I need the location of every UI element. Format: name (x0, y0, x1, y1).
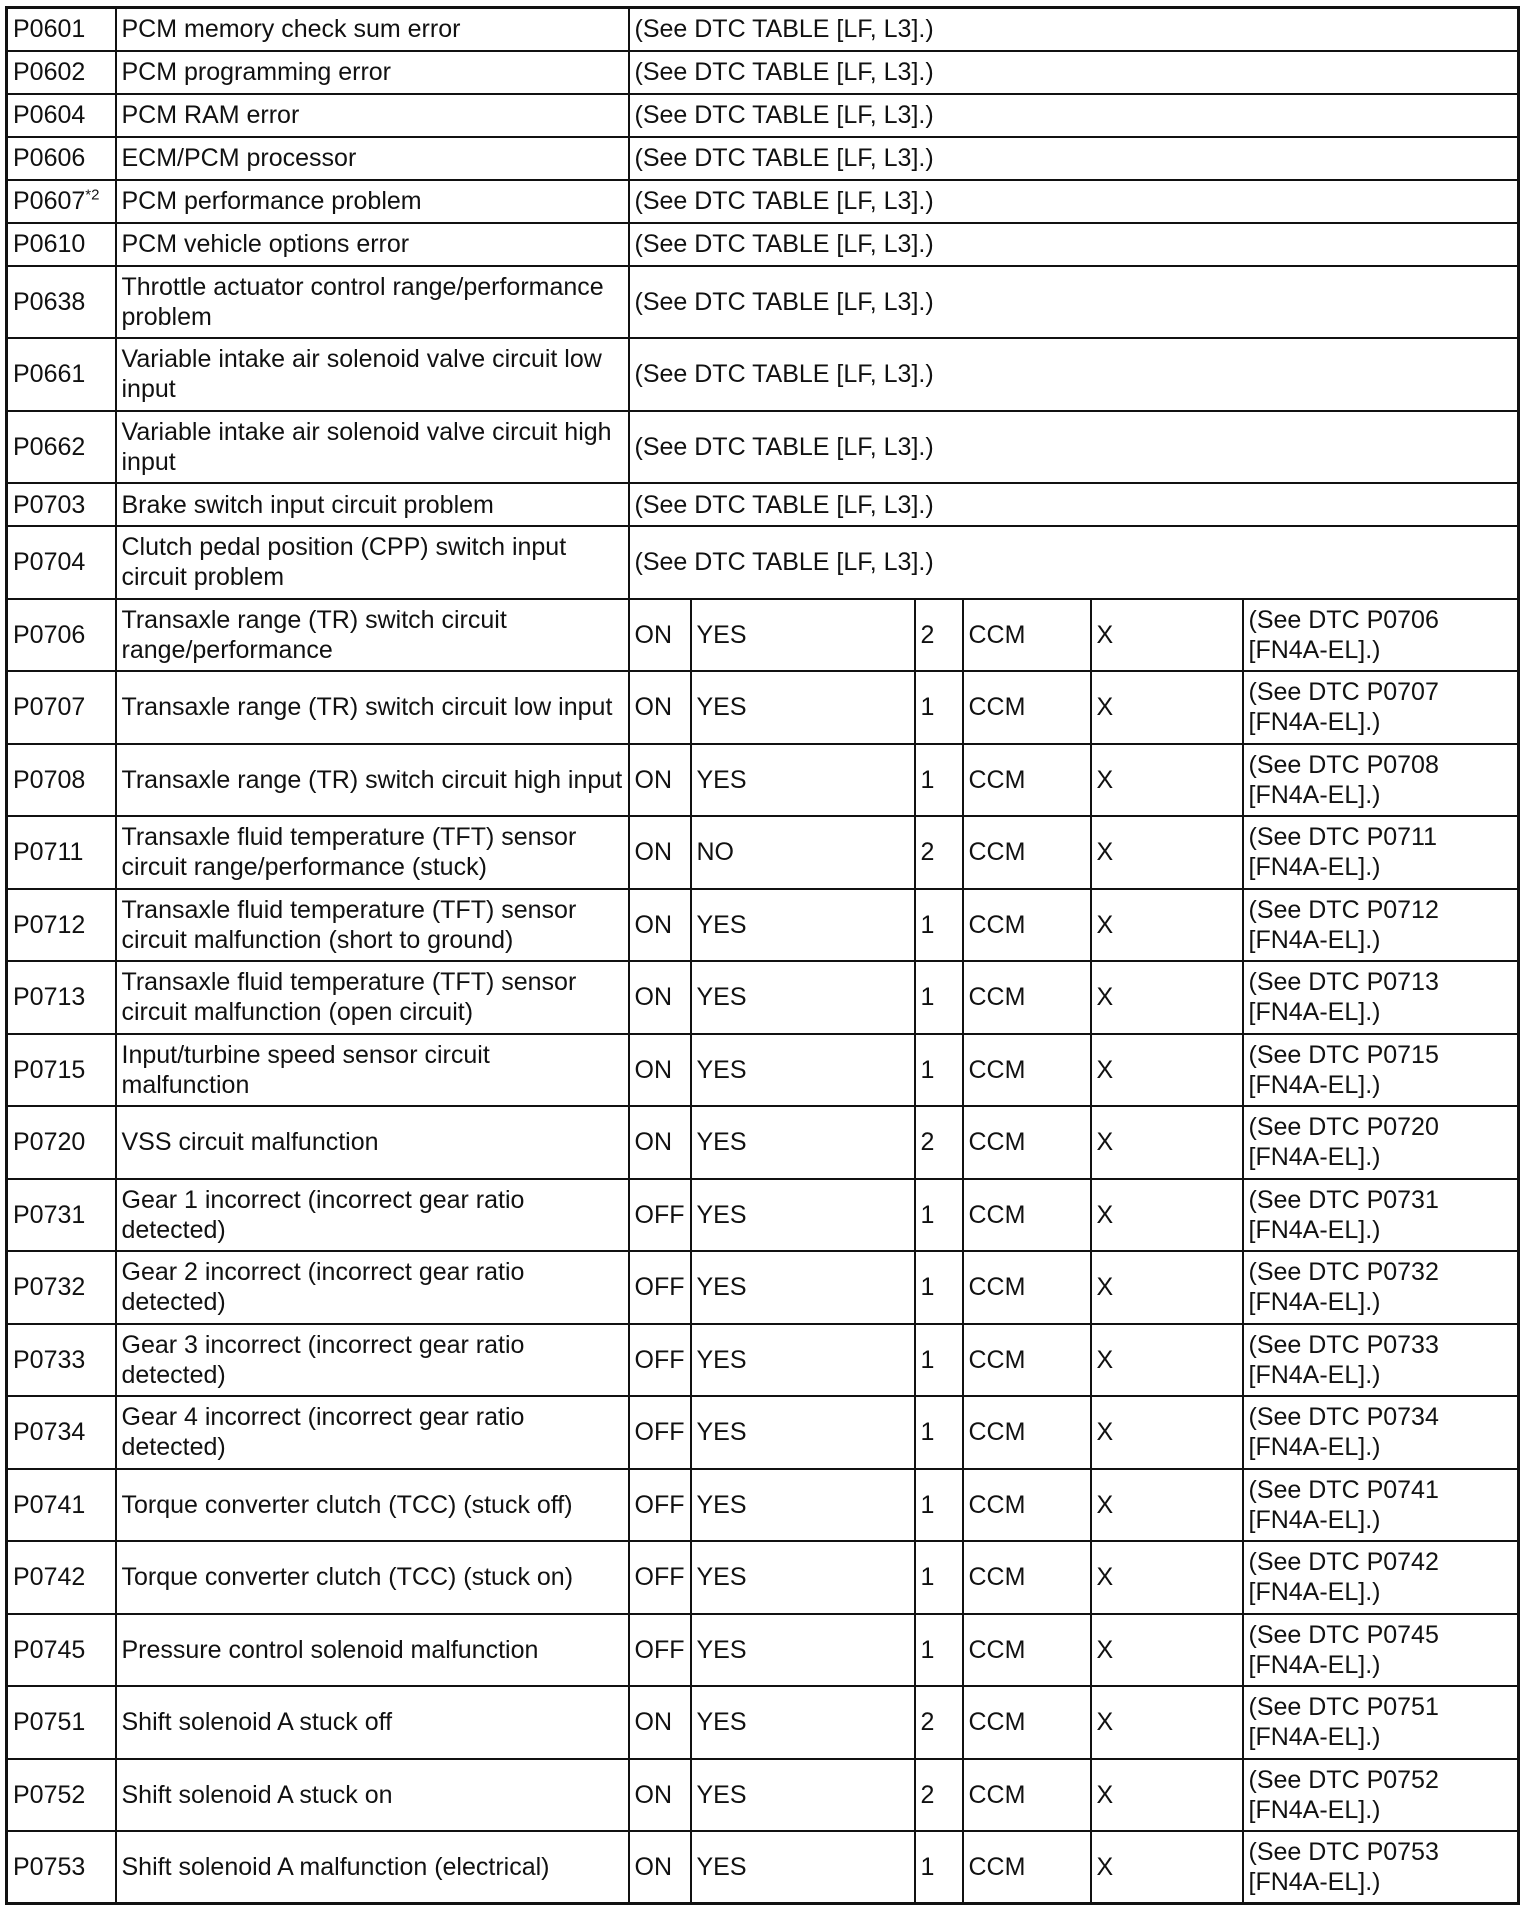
page-reference: (See DTC P0751 [FN4A-EL].) (1243, 1686, 1519, 1759)
dc-status: YES (691, 1541, 915, 1614)
dtc-description: Transaxle fluid temperature (TFT) sensor circuit malfunction (open circuit) (116, 961, 629, 1034)
dtc-description: Shift solenoid A malfunction (electrical) (116, 1831, 629, 1904)
dc-status: YES (691, 1251, 915, 1324)
dtc-description: Transaxle range (TR) switch circuit high input (116, 744, 629, 817)
dtc-code-cell (7, 1831, 116, 1904)
dtc-description: PCM vehicle options error (116, 223, 629, 266)
dtc-description: Transaxle fluid temperature (TFT) sensor circuit malfunction (short to ground) (116, 889, 629, 962)
mil-status: OFF (629, 1541, 691, 1614)
mil-status: OFF (629, 1324, 691, 1397)
mil-status: ON (629, 1759, 691, 1832)
monitor-item: CCM (963, 1324, 1091, 1397)
dtc-description: PCM memory check sum error (116, 8, 629, 51)
dtc-code: P0711 (13, 838, 84, 867)
dtc-code-cell (7, 51, 116, 94)
dtc-code-cell (7, 338, 116, 411)
table-row (7, 599, 1519, 672)
monitor-item: CCM (963, 1831, 1091, 1904)
page-reference: (See DTC P0712 [FN4A-EL].) (1243, 889, 1519, 962)
dtc-table-reference: (See DTC TABLE [LF, L3].) (629, 526, 1519, 599)
dtc-table-reference: (See DTC TABLE [LF, L3].) (629, 180, 1519, 223)
dc-status: YES (691, 1686, 915, 1759)
dtc-table-reference: (See DTC TABLE [LF, L3].) (629, 51, 1519, 94)
dtc-code-cell (7, 223, 116, 266)
dtc-code-cell (7, 961, 116, 1034)
dtc-description: Gear 1 incorrect (incorrect gear ratio detected) (116, 1179, 629, 1252)
dtc-description: PCM programming error (116, 51, 629, 94)
trip-count: 1 (915, 1469, 963, 1542)
page-reference: (See DTC P0741 [FN4A-EL].) (1243, 1469, 1519, 1542)
dtc-code-cell (7, 1686, 116, 1759)
dtc-table-reference: (See DTC TABLE [LF, L3].) (629, 137, 1519, 180)
memory-function: X (1091, 1831, 1243, 1904)
dtc-code: P0708 (13, 765, 86, 794)
table-row (7, 1251, 1519, 1324)
memory-function: X (1091, 1251, 1243, 1324)
dc-status: YES (691, 1831, 915, 1904)
memory-function: X (1091, 889, 1243, 962)
dtc-description: Shift solenoid A stuck on (116, 1759, 629, 1832)
trip-count: 1 (915, 1541, 963, 1614)
memory-function: X (1091, 1324, 1243, 1397)
dtc-code: P0732 (13, 1273, 86, 1302)
dtc-code: P0707 (13, 693, 86, 722)
page-reference: (See DTC P0732 [FN4A-EL].) (1243, 1251, 1519, 1324)
dtc-code: P0606 (13, 144, 86, 172)
page-reference: (See DTC P0711 [FN4A-EL].) (1243, 816, 1519, 889)
dc-status: YES (691, 1106, 915, 1179)
monitor-item: CCM (963, 1179, 1091, 1252)
dtc-code-cell (7, 599, 116, 672)
mil-status: ON (629, 1831, 691, 1904)
trip-count: 1 (915, 961, 963, 1034)
memory-function: X (1091, 1759, 1243, 1832)
table-row (7, 1759, 1519, 1832)
dtc-code: P0741 (13, 1490, 86, 1519)
mil-status: ON (629, 961, 691, 1034)
dtc-code: P0752 (13, 1780, 86, 1809)
memory-function: X (1091, 744, 1243, 817)
table-row (7, 223, 1519, 266)
dtc-code-cell (7, 1396, 116, 1469)
mil-status: OFF (629, 1614, 691, 1687)
dtc-description: Throttle actuator control range/performance problem (116, 266, 629, 339)
monitor-item: CCM (963, 1541, 1091, 1614)
table-row (7, 180, 1519, 223)
dtc-code: P0713 (13, 983, 86, 1012)
table-row (7, 961, 1519, 1034)
monitor-item: CCM (963, 1469, 1091, 1542)
monitor-item: CCM (963, 671, 1091, 744)
trip-count: 1 (915, 889, 963, 962)
dtc-description: Torque converter clutch (TCC) (stuck on) (116, 1541, 629, 1614)
dtc-code: P0751 (13, 1708, 86, 1737)
dtc-code-cell (7, 266, 116, 339)
table-row (7, 1324, 1519, 1397)
dtc-code-cell (7, 411, 116, 484)
dtc-code: P0662 (13, 432, 86, 461)
dtc-code: P0715 (13, 1055, 86, 1084)
memory-function: X (1091, 1179, 1243, 1252)
dtc-code-cell (7, 1324, 116, 1397)
dtc-code: P0720 (13, 1128, 86, 1157)
table-row (7, 51, 1519, 94)
table-row (7, 338, 1519, 411)
mil-status: OFF (629, 1179, 691, 1252)
table-row (7, 1396, 1519, 1469)
monitor-item: CCM (963, 744, 1091, 817)
table-row (7, 483, 1519, 526)
table-row (7, 137, 1519, 180)
dtc-code-cell (7, 889, 116, 962)
monitor-item: CCM (963, 1034, 1091, 1107)
dtc-description: Torque converter clutch (TCC) (stuck off) (116, 1469, 629, 1542)
dtc-description: Transaxle range (TR) switch circuit low input (116, 671, 629, 744)
dtc-code: P0638 (13, 287, 86, 316)
trip-count: 2 (915, 599, 963, 672)
dtc-code-cell (7, 1034, 116, 1107)
dc-status: NO (691, 816, 915, 889)
dtc-description: PCM performance problem (116, 180, 629, 223)
dtc-code-cell (7, 1179, 116, 1252)
dtc-code-cell (7, 94, 116, 137)
dc-status: YES (691, 744, 915, 817)
dtc-table-container (5, 6, 1517, 1900)
trip-count: 2 (915, 1106, 963, 1179)
dtc-description: Gear 3 incorrect (incorrect gear ratio detected) (116, 1324, 629, 1397)
dtc-description: Transaxle fluid temperature (TFT) sensor circuit range/performance (stuck) (116, 816, 629, 889)
trip-count: 1 (915, 1831, 963, 1904)
mil-status: ON (629, 816, 691, 889)
table-row (7, 411, 1519, 484)
dtc-code: P0745 (13, 1635, 86, 1664)
dtc-code: P0733 (13, 1345, 86, 1374)
dtc-code-cell (7, 671, 116, 744)
dtc-description: Gear 4 incorrect (incorrect gear ratio detected) (116, 1396, 629, 1469)
trip-count: 2 (915, 1686, 963, 1759)
dtc-code-cell (7, 1541, 116, 1614)
table-row (7, 526, 1519, 599)
trip-count: 1 (915, 1251, 963, 1324)
memory-function: X (1091, 671, 1243, 744)
mil-status: ON (629, 671, 691, 744)
trip-count: 1 (915, 1034, 963, 1107)
dtc-table-reference: (See DTC TABLE [LF, L3].) (629, 94, 1519, 137)
dc-status: YES (691, 671, 915, 744)
dtc-code-cell (7, 8, 116, 51)
page-reference: (See DTC P0733 [FN4A-EL].) (1243, 1324, 1519, 1397)
table-row (7, 1831, 1519, 1904)
dtc-code: P0610 (13, 230, 86, 258)
memory-function: X (1091, 816, 1243, 889)
memory-function: X (1091, 1614, 1243, 1687)
dc-status: YES (691, 1034, 915, 1107)
dtc-table (5, 6, 1520, 1905)
dc-status: YES (691, 1759, 915, 1832)
dtc-code: P0602 (13, 58, 86, 86)
dtc-code-cell (7, 1614, 116, 1687)
dtc-code: P0734 (13, 1418, 86, 1447)
dtc-table-reference: (See DTC TABLE [LF, L3].) (629, 8, 1519, 51)
memory-function: X (1091, 1686, 1243, 1759)
mil-status: ON (629, 1686, 691, 1759)
dtc-table-reference: (See DTC TABLE [LF, L3].) (629, 223, 1519, 266)
monitor-item: CCM (963, 599, 1091, 672)
page-reference: (See DTC P0720 [FN4A-EL].) (1243, 1106, 1519, 1179)
dtc-code: P0604 (13, 101, 86, 129)
monitor-item: CCM (963, 1686, 1091, 1759)
mil-status: ON (629, 1106, 691, 1179)
memory-function: X (1091, 961, 1243, 1034)
dtc-description: Brake switch input circuit problem (116, 483, 629, 526)
monitor-item: CCM (963, 1759, 1091, 1832)
dtc-code-cell (7, 180, 116, 223)
dc-status: YES (691, 1179, 915, 1252)
monitor-item: CCM (963, 1396, 1091, 1469)
page-reference: (See DTC P0715 [FN4A-EL].) (1243, 1034, 1519, 1107)
trip-count: 1 (915, 671, 963, 744)
mil-status: ON (629, 599, 691, 672)
mil-status: ON (629, 744, 691, 817)
memory-function: X (1091, 599, 1243, 672)
page-reference: (See DTC P0708 [FN4A-EL].) (1243, 744, 1519, 817)
trip-count: 1 (915, 1179, 963, 1252)
mil-status: OFF (629, 1251, 691, 1324)
mil-status: OFF (629, 1469, 691, 1542)
table-row (7, 1469, 1519, 1542)
dtc-table-reference: (See DTC TABLE [LF, L3].) (629, 266, 1519, 339)
table-row (7, 1179, 1519, 1252)
monitor-item: CCM (963, 1614, 1091, 1687)
memory-function: X (1091, 1106, 1243, 1179)
dtc-code: P0601 (13, 15, 86, 44)
dtc-code-cell (7, 483, 116, 526)
dc-status: YES (691, 1614, 915, 1687)
page-reference: (See DTC P0713 [FN4A-EL].) (1243, 961, 1519, 1034)
dtc-description: Pressure control solenoid malfunction (116, 1614, 629, 1687)
dtc-table-reference: (See DTC TABLE [LF, L3].) (629, 338, 1519, 411)
dc-status: YES (691, 1469, 915, 1542)
page-reference: (See DTC P0734 [FN4A-EL].) (1243, 1396, 1519, 1469)
table-row (7, 1541, 1519, 1614)
memory-function: X (1091, 1541, 1243, 1614)
memory-function: X (1091, 1396, 1243, 1469)
dtc-code: P0607 (13, 187, 86, 215)
monitor-item: CCM (963, 1106, 1091, 1179)
table-row (7, 816, 1519, 889)
dtc-description: Input/turbine speed sensor circuit malfunction (116, 1034, 629, 1107)
mil-status: OFF (629, 1396, 691, 1469)
mil-status: ON (629, 1034, 691, 1107)
table-row (7, 1106, 1519, 1179)
dtc-description: Variable intake air solenoid valve circuit low input (116, 338, 629, 411)
monitor-item: CCM (963, 961, 1091, 1034)
trip-count: 1 (915, 1396, 963, 1469)
dtc-description: VSS circuit malfunction (116, 1106, 629, 1179)
dtc-table-reference: (See DTC TABLE [LF, L3].) (629, 483, 1519, 526)
trip-count: 1 (915, 1324, 963, 1397)
page-reference: (See DTC P0706 [FN4A-EL].) (1243, 599, 1519, 672)
monitor-item: CCM (963, 1251, 1091, 1324)
table-row (7, 94, 1519, 137)
table-row (7, 1686, 1519, 1759)
page-reference: (See DTC P0731 [FN4A-EL].) (1243, 1179, 1519, 1252)
dtc-description: Gear 2 incorrect (incorrect gear ratio detected) (116, 1251, 629, 1324)
dtc-code: P0704 (13, 548, 86, 577)
page-reference: (See DTC P0707 [FN4A-EL].) (1243, 671, 1519, 744)
dtc-code-cell (7, 816, 116, 889)
trip-count: 1 (915, 1614, 963, 1687)
dtc-table-reference: (See DTC TABLE [LF, L3].) (629, 411, 1519, 484)
dtc-description: Variable intake air solenoid valve circuit high input (116, 411, 629, 484)
mil-status: ON (629, 889, 691, 962)
dtc-code-cell (7, 744, 116, 817)
dc-status: YES (691, 599, 915, 672)
monitor-item: CCM (963, 889, 1091, 962)
dtc-code: P0706 (13, 620, 86, 649)
trip-count: 1 (915, 744, 963, 817)
table-row (7, 744, 1519, 817)
trip-count: 2 (915, 1759, 963, 1832)
dtc-description: Shift solenoid A stuck off (116, 1686, 629, 1759)
dc-status: YES (691, 889, 915, 962)
table-row (7, 266, 1519, 339)
dtc-code-cell (7, 1759, 116, 1832)
page-reference: (See DTC P0742 [FN4A-EL].) (1243, 1541, 1519, 1614)
dtc-code: P0712 (13, 910, 86, 939)
dtc-code: P0753 (13, 1853, 86, 1881)
trip-count: 2 (915, 816, 963, 889)
dtc-code-cell (7, 526, 116, 599)
dc-status: YES (691, 1324, 915, 1397)
dtc-code-cell (7, 137, 116, 180)
memory-function: X (1091, 1469, 1243, 1542)
dtc-code-cell (7, 1469, 116, 1542)
dc-status: YES (691, 1396, 915, 1469)
dtc-code: P0661 (13, 360, 86, 389)
dtc-code: P0742 (13, 1563, 86, 1592)
page-reference: (See DTC P0753 [FN4A-EL].) (1243, 1831, 1519, 1904)
dtc-code: P0731 (13, 1200, 86, 1229)
dc-status: YES (691, 961, 915, 1034)
dtc-description: Transaxle range (TR) switch circuit range/performance (116, 599, 629, 672)
table-row (7, 889, 1519, 962)
dtc-code-footnote: *2 (85, 186, 100, 204)
dtc-description: PCM RAM error (116, 94, 629, 137)
table-row (7, 8, 1519, 51)
table-row (7, 671, 1519, 744)
dtc-description: Clutch pedal position (CPP) switch input circuit problem (116, 526, 629, 599)
dtc-code-cell (7, 1106, 116, 1179)
table-row (7, 1614, 1519, 1687)
dtc-code-cell (7, 1251, 116, 1324)
memory-function: X (1091, 1034, 1243, 1107)
dtc-code: P0703 (13, 490, 86, 519)
page-reference: (See DTC P0745 [FN4A-EL].) (1243, 1614, 1519, 1687)
dtc-description: ECM/PCM processor (116, 137, 629, 180)
page-reference: (See DTC P0752 [FN4A-EL].) (1243, 1759, 1519, 1832)
monitor-item: CCM (963, 816, 1091, 889)
table-row (7, 1034, 1519, 1107)
